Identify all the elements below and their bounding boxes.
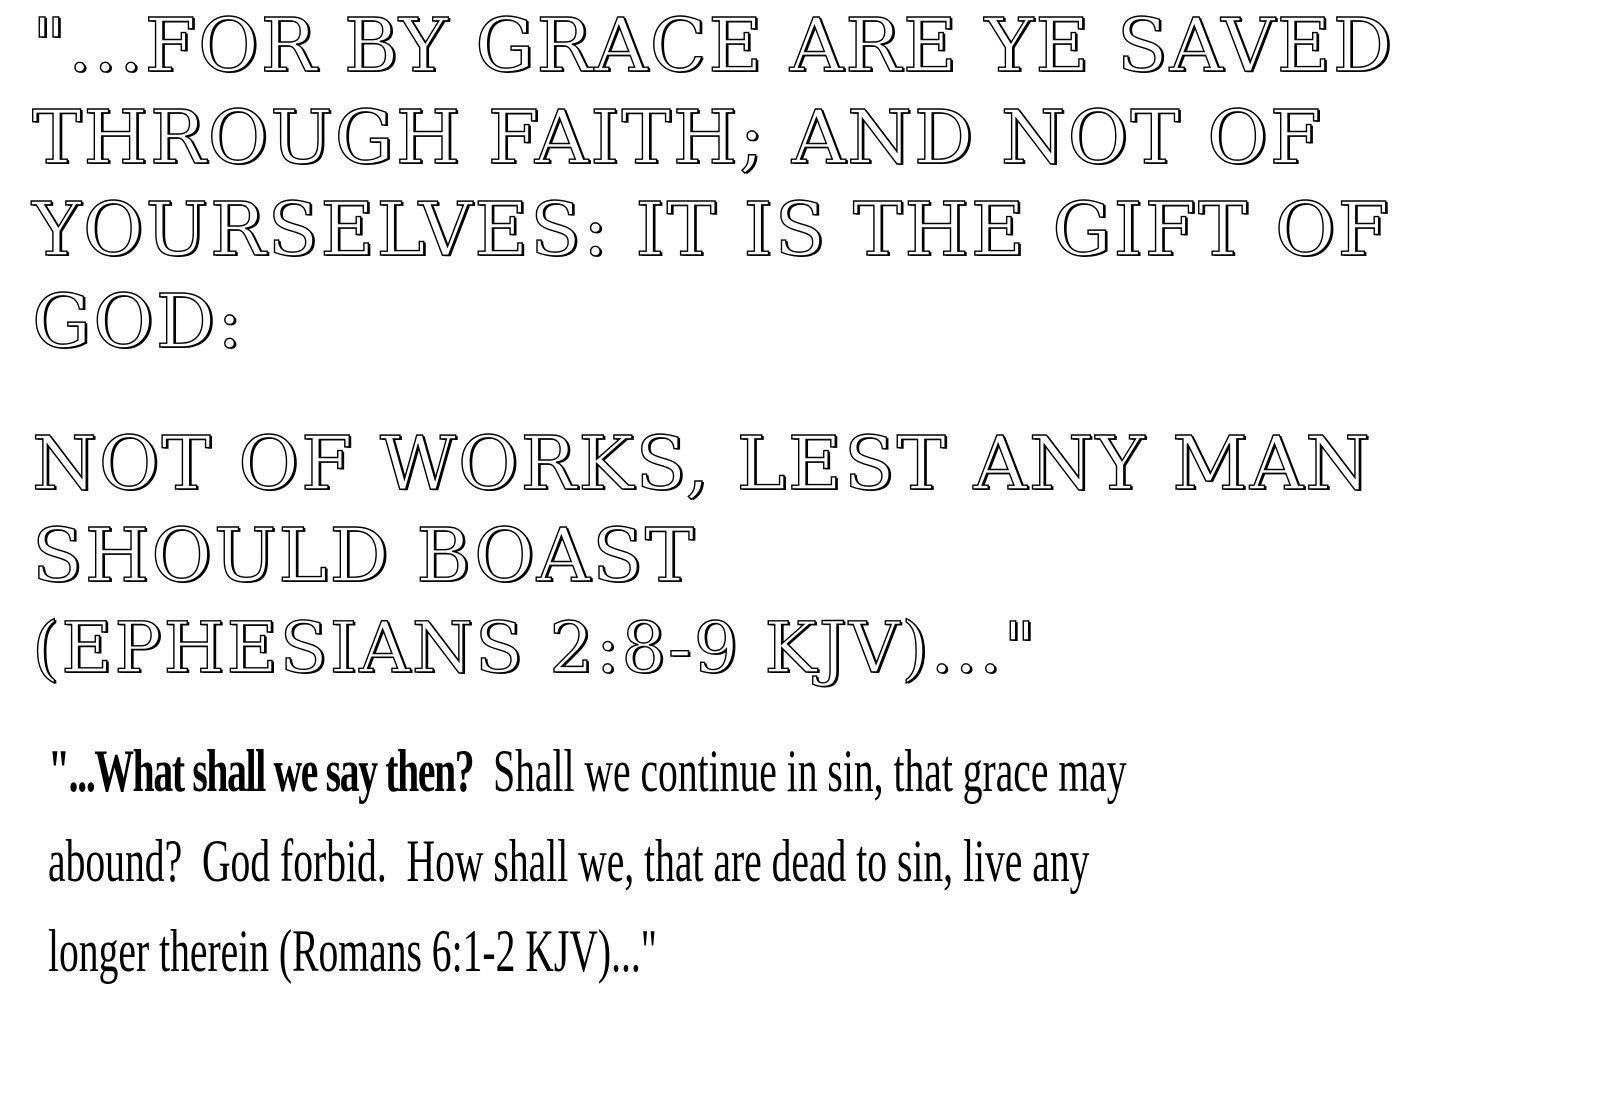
- verse-line: THROUGH FAITH; AND NOT OF: [32, 95, 1324, 181]
- verse-lead-phrase: "...What shall we say then?: [48, 738, 474, 804]
- verse-line: NOT OF WORKS, LEST ANY MAN: [32, 421, 1372, 507]
- verse-line: [48, 726, 1127, 816]
- verse-line: YOURSELVES: IT IS THE GIFT OF: [32, 187, 1391, 273]
- romans-verse: [48, 726, 1568, 996]
- verse-line: GOD:: [32, 279, 245, 365]
- ephesians-verse-part-1: [32, 0, 1394, 368]
- verse-text: Shall we continue in sin, that grace may: [473, 738, 1127, 804]
- verse-reference: longer therein (Romans 6:1-2 KJV)...": [48, 918, 657, 984]
- verse-line: "...FOR BY GRACE ARE YE SAVED: [32, 3, 1395, 89]
- verse-line: abound? God forbid. How shall we, that are dead to sin, live any: [48, 828, 1090, 894]
- verse-line: SHOULD BOAST: [32, 513, 697, 599]
- ephesians-verse-part-2: [32, 418, 1372, 694]
- verse-reference: (EPHESIANS 2:8-9 KJV)...": [32, 607, 1038, 689]
